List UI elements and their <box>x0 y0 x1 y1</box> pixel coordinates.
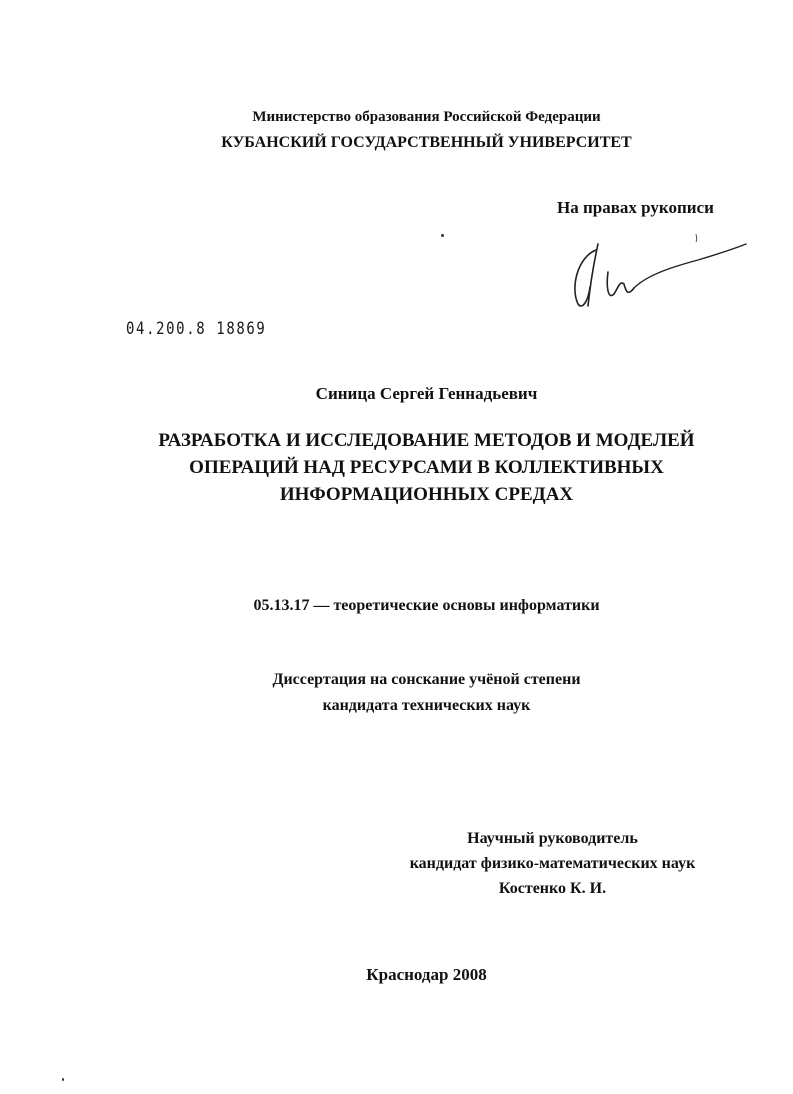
thesis-title-line: ИНФОРМАЦИОННЫХ СРЕДАХ <box>279 484 574 505</box>
supervisor-line: кандидат физико-математических наук <box>409 855 696 872</box>
supervisor-line: Научный руководитель <box>467 830 638 847</box>
author-name: Синица Сергей Геннадьевич <box>315 384 538 403</box>
signature-icon <box>568 232 753 312</box>
thesis-title <box>30 427 793 508</box>
supervisor-block <box>385 826 720 901</box>
manuscript-note: На правах рукописи <box>557 198 714 217</box>
supervisor-line: Костенко К. И. <box>498 880 607 897</box>
library-stamp: 04.200.8 18869 <box>126 319 267 339</box>
ministry-name: Министерство образования Российской Федерации <box>252 109 601 125</box>
specialty: 05.13.17 — теоретические основы информатики <box>253 597 600 614</box>
thesis-degree-line: кандидата технических наук <box>322 697 531 714</box>
thesis-title-line: РАЗРАБОТКА И ИССЛЕДОВАНИЕ МЕТОДОВ И МОДЕЛЕЙ <box>158 430 695 451</box>
university-name: КУБАНСКИЙ ГОСУДАРСТВЕННЫЙ УНИВЕРСИТЕТ <box>221 134 632 151</box>
scan-speck <box>62 1078 64 1081</box>
city-year: Краснодар 2008 <box>366 965 487 984</box>
thesis-degree-line: Диссертация на сонскание учёной степени <box>272 671 581 688</box>
scan-speck <box>441 234 444 237</box>
thesis-title-line: ОПЕРАЦИЙ НАД РЕСУРСАМИ В КОЛЛЕКТИВНЫХ <box>189 457 664 478</box>
